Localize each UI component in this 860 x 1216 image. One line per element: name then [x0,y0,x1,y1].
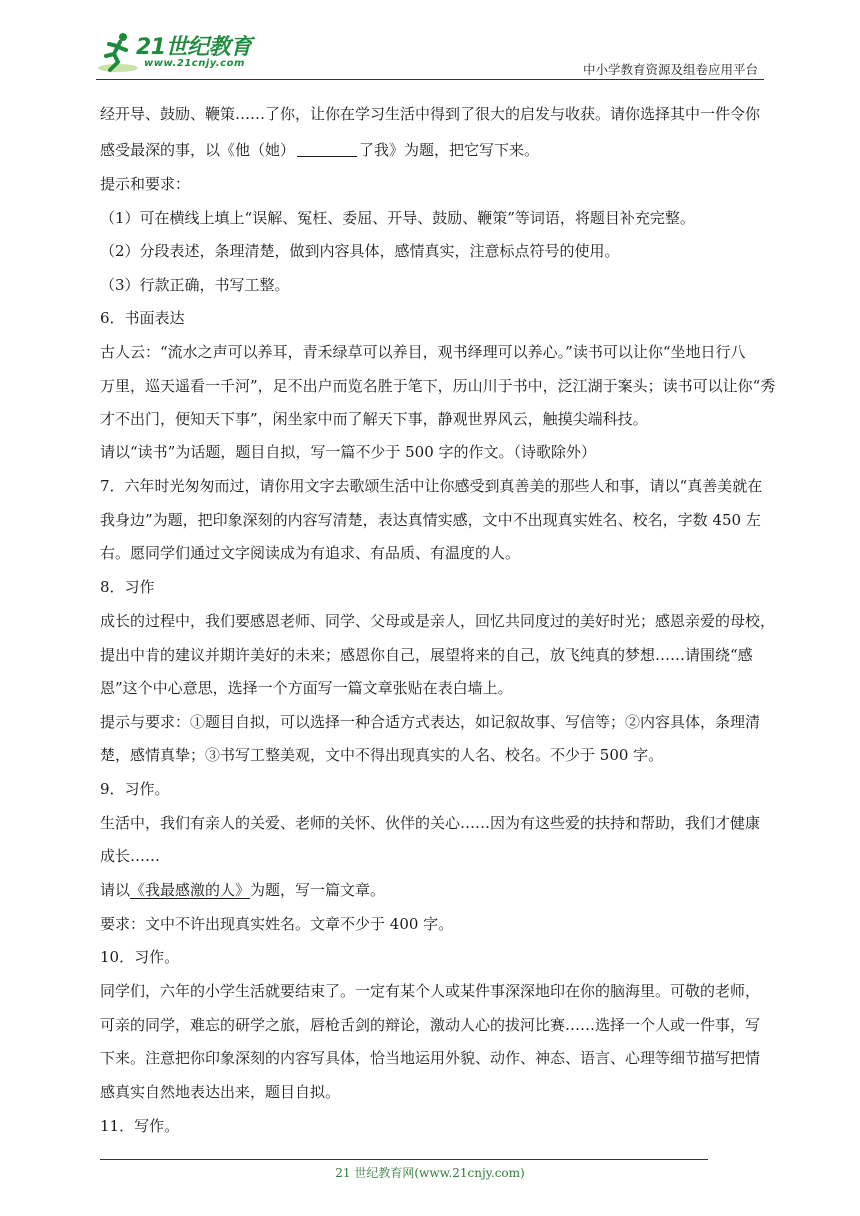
text-line [100,140,539,160]
text-line: 要求：文中不许出现真实姓名。文章不少于 400 字。 [100,915,454,933]
text-line: 万里，巡天遥看一千河”，足不出户而览名胜于笔下，历山川于书中，泛江湖于案头；读书可以让你“秀 [100,377,776,395]
text-line: 成长…… [100,847,161,865]
text-line: 生活中，我们有亲人的关爱、老师的关怀、伙伴的关心……因为有这些爱的扶持和帮助，我们才健康 [100,814,761,832]
text-line: 提示与要求：①题目自拟，可以选择一种合适方式表达，如记叙故事、写信等；②内容具体，条理清 [100,713,761,731]
text-line: 成长的过程中，我们要感恩老师、同学、父母或是亲人，回忆共同度过的美好时光；感恩亲爱的母校， [100,612,776,630]
text-line: 经开导、鼓励、鞭策……了你，让你在学习生活中得到了很大的启发与收获。请你选择其中一件令你 [100,105,761,123]
logo-text: 21世纪教育 [136,35,252,60]
text-line: 古人云：“流水之声可以养耳，青禾绿草可以养目，观书绎理可以养心。”读书可以让你“坐地日行八 [100,343,746,361]
question-heading: 7．六年时光匆匆而过，请你用文字去歌颂生活中让你感受到真善美的那些人和事，请以“真善美就在 [100,477,763,495]
fill-in-blank [297,142,357,157]
text-line: （3）行款正确，书写工整。 [100,276,290,294]
site-logo[interactable] [96,30,266,76]
text-line [100,880,385,900]
text-line: 可亲的同学，难忘的研学之旅，唇枪舌剑的辩论，激动人心的拔河比赛……选择一个人或一件事，写 [100,1016,761,1034]
text-line: 我身边”为题，把印象深刻的内容写清楚，表达真情实感，文中不出现真实姓名、校名，字数 450 左 [100,511,761,529]
header-divider [96,79,764,80]
text-line: 楚，感情真挚；③书写工整美观，文中不得出现真实的人名、校名。不少于 500 字。 [100,746,664,764]
line-text: 感受最深的事，以《他（她） [100,141,296,159]
text-line: 感真实自然地表达出来，题目自拟。 [100,1083,341,1101]
logo-url: www.21cnjy.com [144,58,245,69]
text-line: 请以“读书”为话题，题目自拟，写一篇不少于 500 字的作文。（诗歌除外） [100,443,597,461]
line-text: 了我》为题，把它写下来。 [359,141,540,159]
text-line: 下来。注意把你印象深刻的内容写具体，恰当地运用外貌、动作、神态、语言、心理等细节描写把情 [100,1049,761,1067]
question-heading: 6．书面表达 [100,309,185,327]
question-heading: 11．写作。 [100,1117,180,1135]
question-heading: 8．习作 [100,578,155,596]
page-footer[interactable]: 21 世纪教育网(www.21cnjy.com) [335,1166,525,1180]
text-line: 才不出门，便知天下事”，闲坐家中而了解天下事，静观世界风云，触摸尖端科技。 [100,410,648,428]
footer-divider [100,1159,708,1160]
question-heading: 10．习作。 [100,948,180,966]
text-line: （2）分段表述，条理清楚，做到内容具体，感情真实，注意标点符号的使用。 [100,242,620,260]
platform-title: 中小学教育资源及组卷应用平台 [582,62,758,77]
text-line: 提出中肯的建议并期许美好的未来；感恩你自己，展望将来的自己，放飞纯真的梦想……请围绕“感 [100,646,753,664]
text-line: 右。愿同学们通过文字阅读成为有追求、有品质、有温度的人。 [100,544,521,562]
line-text: 为题，写一篇文章。 [250,881,386,899]
text-line: 提示和要求： [100,175,191,193]
line-text: 请以 [100,881,131,899]
text-line: 同学们，六年的小学生活就要结束了。一定有某个人或某件事深深地印在你的脑海里。可敬的老师， [100,982,761,1000]
page-header [96,26,764,80]
question-heading: 9．习作。 [100,780,170,798]
text-line: 恩”这个中心意思，选择一个方面写一篇文章张贴在表白墙上。 [100,679,513,697]
underlined-title: 《我最感激的人》 [130,881,251,899]
text-line: （1）可在横线上填上“误解、冤枉、委屈、开导、鼓励、鞭策”等词语，将题目补充完整。 [100,209,695,227]
runner-logo-icon [96,30,140,76]
